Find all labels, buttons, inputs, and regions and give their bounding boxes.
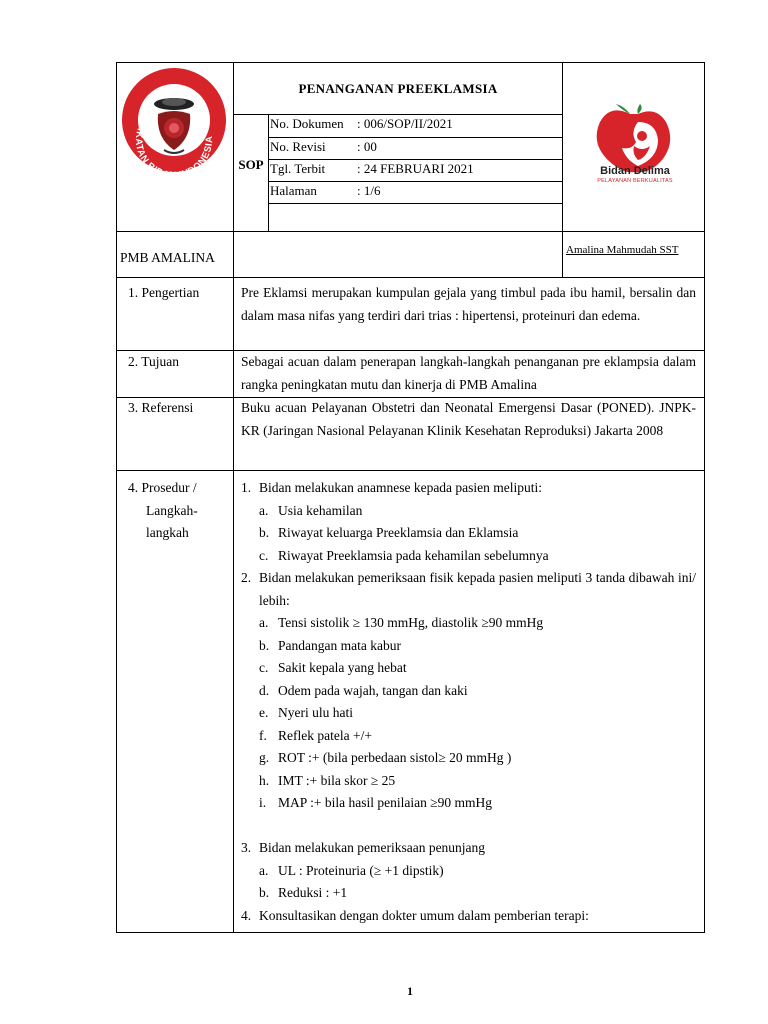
substep-letter: c. [259,547,269,563]
signatory-name: Amalina Mahmudah SST [566,244,679,256]
substep-letter: b. [259,525,270,540]
page-number: 1 [407,984,413,998]
ibi-logo-graphic [118,64,230,176]
section-label-referensi: 3. Referensi [128,400,194,415]
procedure-substep [241,747,696,770]
procedure-substep [241,635,696,658]
substep-text: UL : Proteinuria (≥ +1 dipstik) [278,862,444,878]
procedure-substep [241,882,696,905]
procedure-substep [241,500,696,523]
bidan-delima-logo [580,100,690,190]
procedure-substep [241,702,696,725]
document-title: PENANGANAN PREEKLAMSIA [298,81,498,96]
procedure-label-line: Langkah- [146,503,198,518]
substep-letter: h. [259,772,270,788]
section-label-pengertian: 1. Pengertian [128,285,200,300]
substep-text: Pandangan mata kabur [278,637,401,653]
substep-letter: d. [259,682,270,698]
step-text: Bidan melakukan pemeriksaan penunjang [259,840,486,855]
step-number: 3. [241,840,252,855]
bidan-delima-subtitle: PELAYANAN BERKUALITAS [597,178,673,184]
procedure-substep [241,770,696,793]
procedure-label-line: langkah [146,525,189,540]
substep-text: ROT :+ (bila perbedaan sistol≥ 20 mmHg ) [278,750,512,765]
procedure-step [241,567,696,612]
bidan-delima-title: Bidan Delima [600,165,670,177]
procedure-steps [241,477,696,927]
meta-label: Tgl. Terbit [270,161,326,176]
meta-label: No. Revisi [270,139,326,154]
step-number: 1. [241,480,252,495]
procedure-substep [241,680,696,703]
procedure-substep [241,860,696,883]
section-text-pengertian: Pre Eklamsi merupakan kumpulan gejala yang timbul pada ibu hamil, bersalin dan dalam masa nifas yang terdiri dari trias : hipertensi, proteinuri dan edema. [241,285,696,323]
step-text: Bidan melakukan pemeriksaan fisik kepada pasien meliputi 3 tanda dibawah ini/ lebih: [259,570,696,608]
step-text: Bidan melakukan anamnese kepada pasien meliputi: [259,480,543,495]
ibi-ring-text: IKATAN BIDAN INDONESIA [132,127,216,176]
procedure-substep [241,522,696,545]
procedure-substep [241,792,696,815]
procedure-substep [241,545,696,568]
substep-text: Reflek patela +/+ [278,727,372,743]
substep-letter: b. [259,637,270,653]
org-name: PMB AMALINA [120,250,215,265]
substep-text: Odem pada wajah, tangan dan kaki [278,682,468,698]
meta-value: : 00 [357,139,377,154]
procedure-step [241,477,696,500]
substep-letter: a. [259,862,269,878]
substep-letter: a. [259,502,269,518]
substep-text: Reduksi : +1 [278,885,348,900]
procedure-substep [241,725,696,748]
procedure-label-line: 4. Prosedur / [128,480,197,495]
substep-letter: b. [259,885,270,900]
meta-label: No. Dokumen [270,116,344,131]
substep-text: Tensi sistolik ≥ 130 mmHg, diastolik ≥90 mmHg [278,615,544,630]
ibi-logo [118,64,230,176]
substep-text: Riwayat Preeklamsia pada kehamilan sebelumnya [278,547,549,563]
substep-letter: i. [259,795,267,810]
section-text-tujuan: Sebagai acuan dalam penerapan langkah-langkah penanganan pre eklampsia dalam rangka peningkatan mutu dan kinerja di PMB Amalina [241,354,696,392]
section-text-referensi: Buku acuan Pelayanan Obstetri dan Neonatal Emergensi Dasar (PONED). JNPK-KR (Jaringan Nasional Pelayanan Klinik Kesehatan Reproduksi) Jakarta 2008 [241,400,696,438]
sop-label: SOP [238,157,264,172]
substep-letter: a. [259,615,269,630]
meta-value: : 006/SOP/II/2021 [357,116,453,131]
meta-label: Halaman [270,183,317,198]
step-text: Konsultasikan dengan dokter umum dalam pemberian terapi: [259,907,589,923]
substep-text: Riwayat keluarga Preeklamsia dan Eklamsia [278,525,519,540]
procedure-step [241,905,696,928]
substep-text: MAP :+ bila hasil penilaian ≥90 mmHg [278,795,493,810]
section-label-tujuan: 2. Tujuan [128,354,180,369]
substep-letter: c. [259,660,269,675]
substep-letter: f. [259,727,267,743]
substep-letter: e. [259,705,269,720]
procedure-substep [241,657,696,680]
substep-letter: g. [259,750,270,765]
meta-value: : 24 FEBRUARI 2021 [357,161,474,176]
spacer [241,815,696,838]
procedure-step [241,837,696,860]
substep-text: Nyeri ulu hati [278,705,353,720]
step-number: 4. [241,907,252,923]
procedure-substep [241,612,696,635]
substep-text: Sakit kepala yang hebat [278,660,407,675]
step-number: 2. [241,570,252,585]
meta-value: : 1/6 [357,183,381,198]
substep-text: IMT :+ bila skor ≥ 25 [278,772,396,788]
substep-text: Usia kehamilan [278,502,363,518]
